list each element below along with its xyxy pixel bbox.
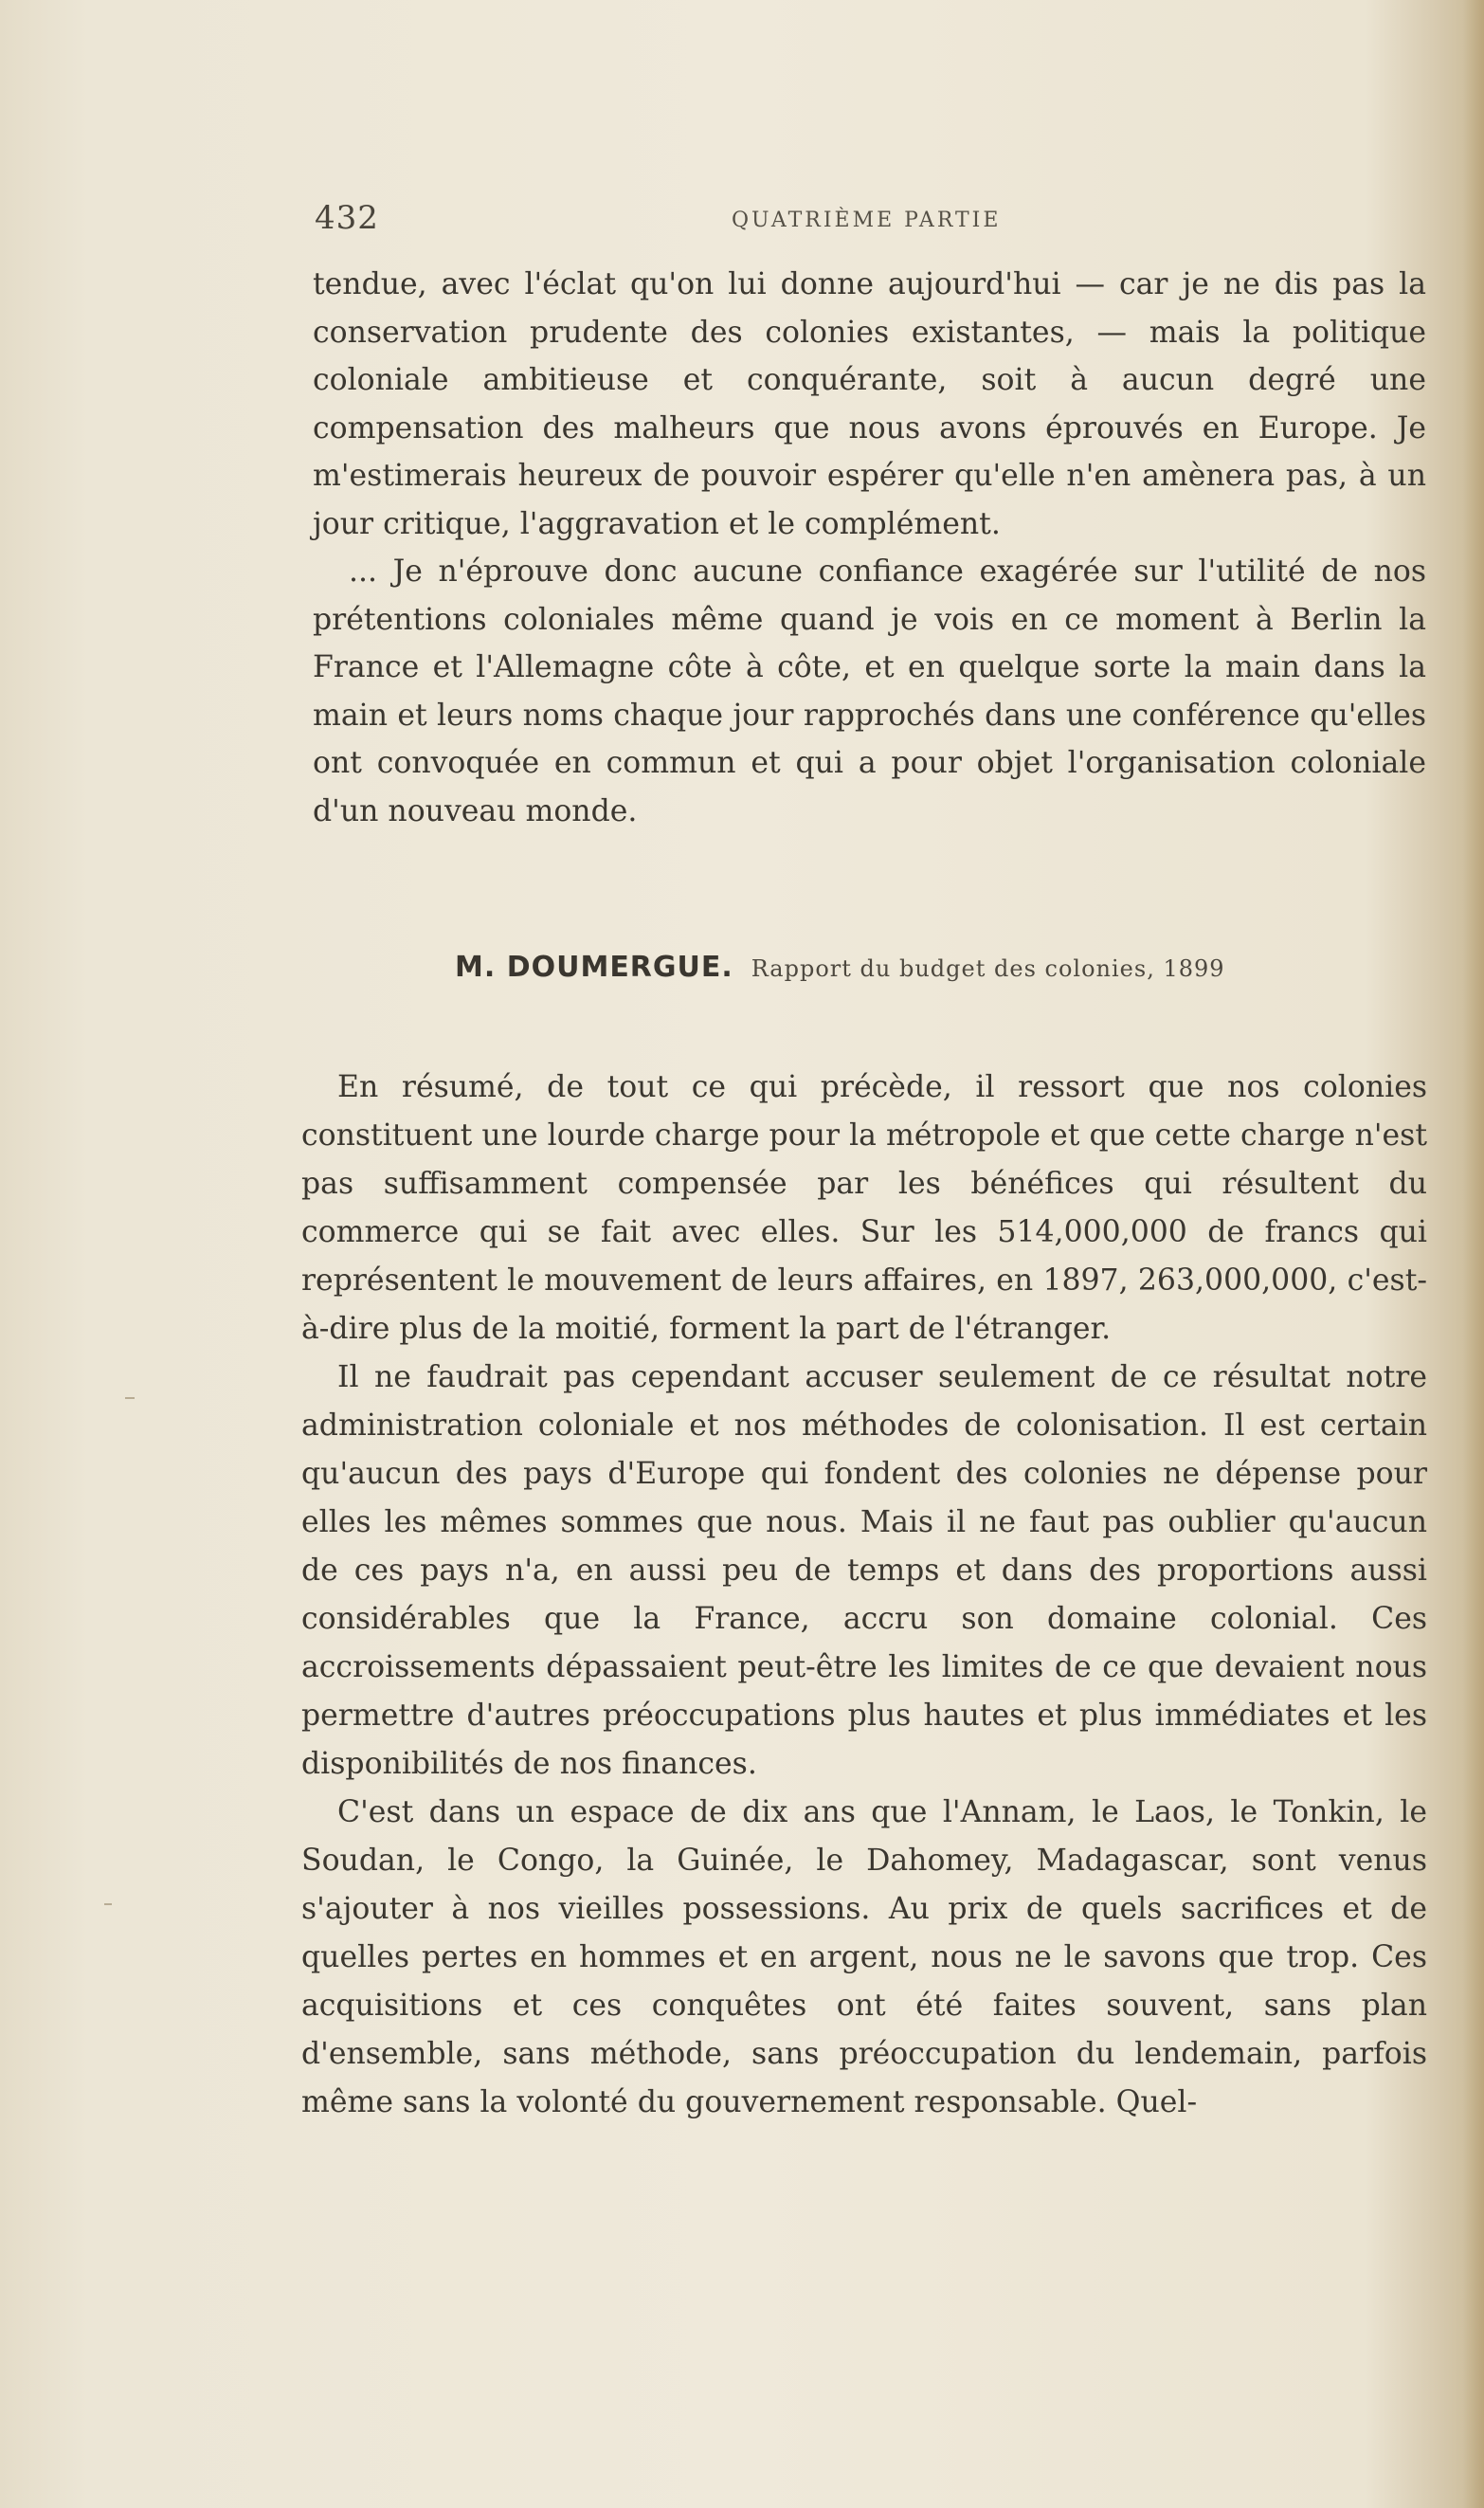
section-heading: [455, 951, 1403, 984]
margin-mark: [104, 1903, 112, 1905]
page-edge-shadow: [1463, 0, 1484, 2508]
paragraph: C'est dans un espace de dix ans que l'Annam, le Laos, le Tonkin, le Soudan, le Congo, la Guinée, le Dahomey, Madagascar, sont venus s'ajouter à nos vieilles possessions. Au prix de quels sacrifices et de quelles pertes en hommes et en argent, nous ne le savons que trop. Ces acquisitions et ces conquêtes ont été faites souvent, sans plan d'ensemble, sans méthode, sans préoccupation du lendemain, parfois même sans la volonté du gouvernement responsable. Quel-: [301, 1795, 1427, 2119]
section-author: M. DOUMERGUE.: [455, 951, 733, 984]
text-block-report: [301, 1063, 1427, 2127]
page-number: 432: [315, 199, 379, 237]
paragraph: Il ne faudrait pas cependant accuser seulement de ce résultat notre administration coloniale et nos méthodes de colonisation. Il est certain qu'aucun des pays d'Europe qui fondent des colonies ne dépense pour elles les mêmes sommes que nous. Mais il ne faut pas oublier qu'aucun de ces pays n'a, en aussi peu de temps et dans des proportions aussi considérables que la France, accru son domaine colonial. Ces accroissements dépassaient peut-être les limites de ce que devaient nous permettre d'autres préoccupations plus hautes et plus immédiates et les disponibilités de nos finances.: [301, 1360, 1427, 1781]
paragraph: En résumé, de tout ce qui précède, il ressort que nos colonies constituent une lourde charge pour la métropole et que cette charge n'est pas suffisamment compensée par les bénéfices qui résultent du commerce qui se fait avec elles. Sur les 514,000,000 de francs qui représentent le mouvement de leurs affaires, en 1897, 263,000,000, c'est-à-dire plus de la moitié, forment la part de l'étranger.: [301, 1070, 1427, 1346]
section-source: Rapport du budget des colonies, 1899: [751, 955, 1225, 982]
page-header: [315, 199, 1423, 237]
text-block-excerpt: [313, 261, 1426, 835]
paragraph: tendue, avec l'éclat qu'on lui donne aujourd'hui — car je ne dis pas la conservation prudente des colonies existantes, — mais la politique coloniale ambitieuse et conquérante, soit à aucun degré une compensation des malheurs que nous avons éprouvés en Europe. Je m'estimerais heureux de pouvoir espérer qu'elle n'en amènera pas, à un jour critique, l'aggravation et le complément.: [313, 267, 1426, 541]
paragraph: ... Je n'éprouve donc aucune confiance exagérée sur l'utilité de nos prétentions coloniales même quand je vois en ce moment à Berlin la France et l'Allemagne côte à côte, et en quelque sorte la main dans la main et leurs noms chaque jour rapprochés dans une conférence qu'elles ont convoquée en commun et qui a pour objet l'organisation coloniale d'un nouveau monde.: [313, 554, 1426, 828]
running-head: QUATRIÈME PARTIE: [732, 209, 1002, 232]
margin-mark: [125, 1397, 135, 1399]
